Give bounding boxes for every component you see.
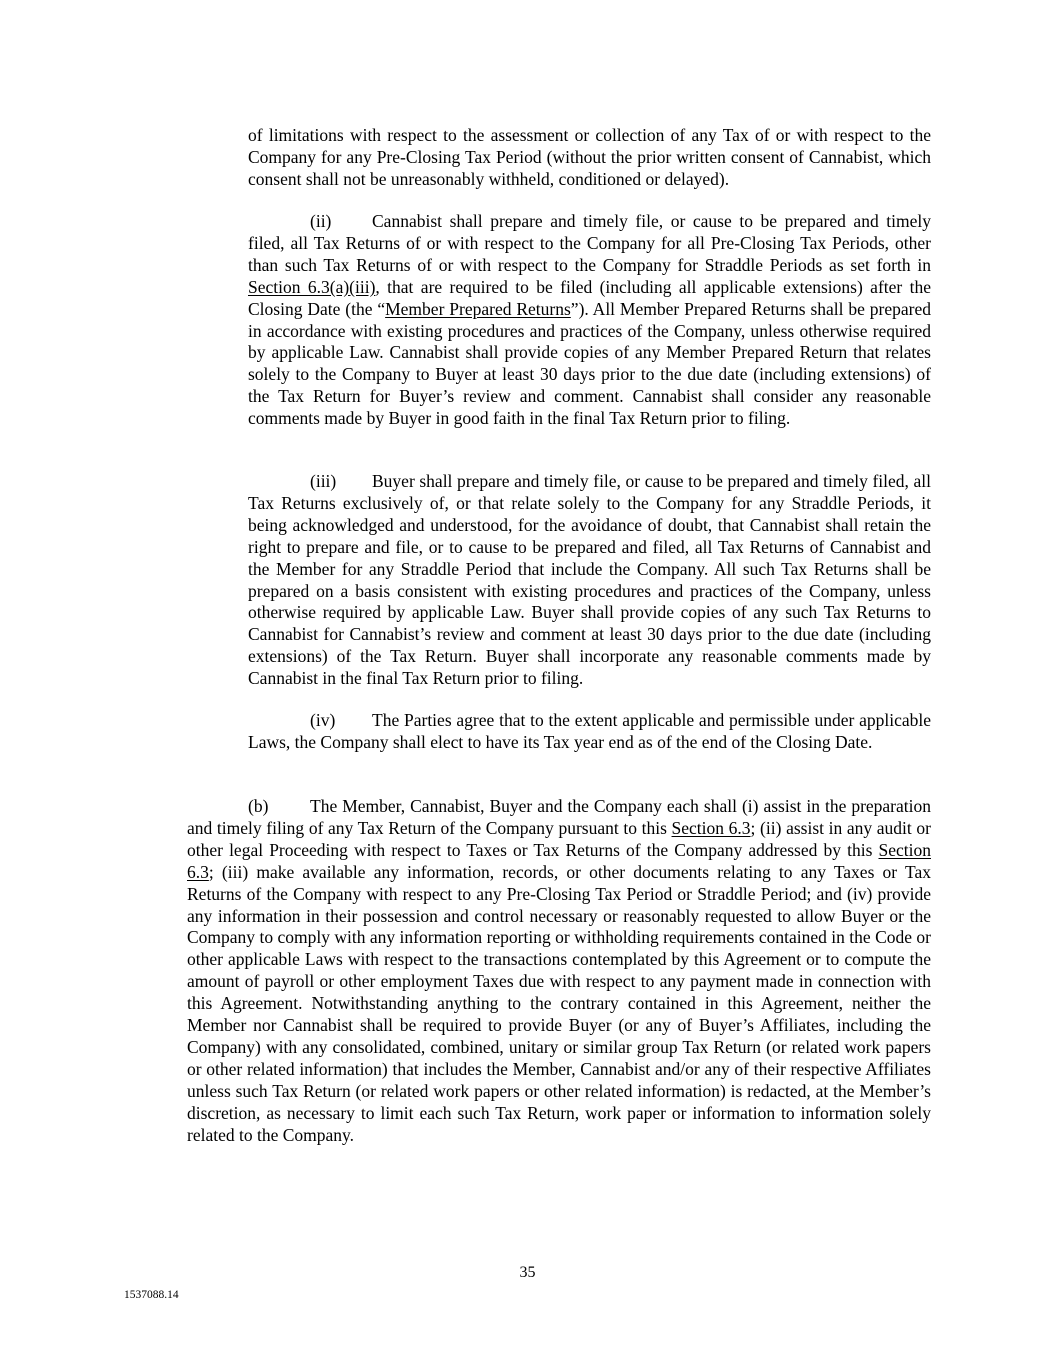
clause-label: (ii) — [310, 211, 332, 231]
section-reference: Section 6.3 — [187, 839, 931, 882]
paragraph-text: ; (ii) assist in any audit or other legal Proceeding with respect to Taxes or Tax Returns of the Company addressed by this — [187, 817, 931, 860]
section-reference: Section 6.3 — [671, 817, 751, 838]
paragraph-text: ; (iii) make available any information, records, or other documents relating to any Taxes or Tax Returns of the Company with respect to any Pre-Closing Tax Period or Straddle Period; and (iv) provide any information in their possession and control necessary or reasonably requested to allow Buyer or the Company to comply with any information reporting or withholding requirements contained in the Code or other applicable Laws with respect to the transactions contemplated by this Agreement or to compute the amount of payroll or other employment Taxes due with respect to any payment made in connection with this Agreement. Notwithstanding anything to the contrary contained in this Agreement, neither the Member nor Cannabist shall be required to provide Buyer (or any of Buyer’s Affiliates, including the Company) with any consolidated, combined, unitary or similar group Tax Return (or related work papers or other related information) that includes the Member, Cannabist and/or any of their respective Affiliates unless such Tax Return (or related work papers or other related information) is redacted, at the Member’s discretion, as necessary to limit each such Tax Return, work paper or information to information solely related to the Company. — [187, 861, 931, 1145]
paragraph-text: , that are required to be filed (including all applicable extensions) after the Closing Date (the “ — [248, 276, 931, 319]
paragraph-iii — [248, 471, 931, 690]
defined-term: Member Prepared Returns — [385, 298, 571, 319]
clause-label: (iv) — [310, 710, 336, 730]
paragraph-ii — [248, 211, 931, 430]
clause-label: (iii) — [310, 471, 337, 491]
paragraph-continuation — [248, 125, 931, 191]
paragraph-text: Cannabist shall prepare and timely file, or cause to be prepared and timely filed, all Tax Returns of or with respect to the Company for all Pre-Closing Tax Periods, other than such Tax Returns of or with respect to the Company for Straddle Periods as set forth in — [248, 211, 931, 275]
paragraph-text: The Member, Cannabist, Buyer and the Company each shall (i) assist in the preparation and timely filing of any Tax Return of the Company pursuant to this — [187, 796, 931, 838]
paragraph-text: ”). All Member Prepared Returns shall be prepared in accordance with existing procedures and practices of the Company, unless otherwise required by applicable Law. Cannabist shall provide copies of any Member Prepared Return that relates solely to the Company to Buyer at least 30 days prior to the due date (including extensions) of the Tax Return for Buyer’s review and comment. Cannabist shall consider any reasonable comments made by Buyer in good faith in the final Tax Return prior to filing. — [248, 298, 932, 429]
paragraph-iv — [248, 710, 931, 754]
paragraph-text: of limitations with respect to the assessment or collection of any Tax of or with respect to the Company for any Pre-Closing Tax Period (without the prior written consent of Cannabist, which consent shall not be unreasonably withheld, conditioned or delayed). — [248, 125, 931, 189]
document-id: 1537088.14 — [124, 1289, 179, 1301]
paragraph-b — [187, 796, 931, 1147]
paragraph-text: Buyer shall prepare and timely file, or cause to be prepared and timely filed, all Tax Returns exclusively of, or that relate solely to the Company for any Straddle Periods, it being acknowledged and understood, for the avoidance of doubt, that Cannabist shall retain the right to prepare and file, or to cause to be prepared and filed, all Tax Returns of Cannabist and the Member for any Straddle Period that include the Company. All such Tax Returns shall be prepared on a basis consistent with existing procedures and practices of the Company, unless otherwise required by applicable Law. Buyer shall provide copies of any such Tax Returns to Cannabist for Cannabist’s review and comment at least 30 days prior to the due date (including extensions) of the Tax Return. Buyer shall incorporate any reasonable comments made by Cannabist in the final Tax Return prior to filing. — [248, 471, 931, 689]
page-number: 35 — [519, 1264, 536, 1281]
section-reference: Section 6.3(a)(iii) — [248, 276, 376, 297]
clause-label: (b) — [248, 796, 269, 816]
paragraph-text: The Parties agree that to the extent applicable and permissible under applicable Laws, the Company shall elect to have its Tax year end as of the end of the Closing Date. — [248, 710, 931, 752]
